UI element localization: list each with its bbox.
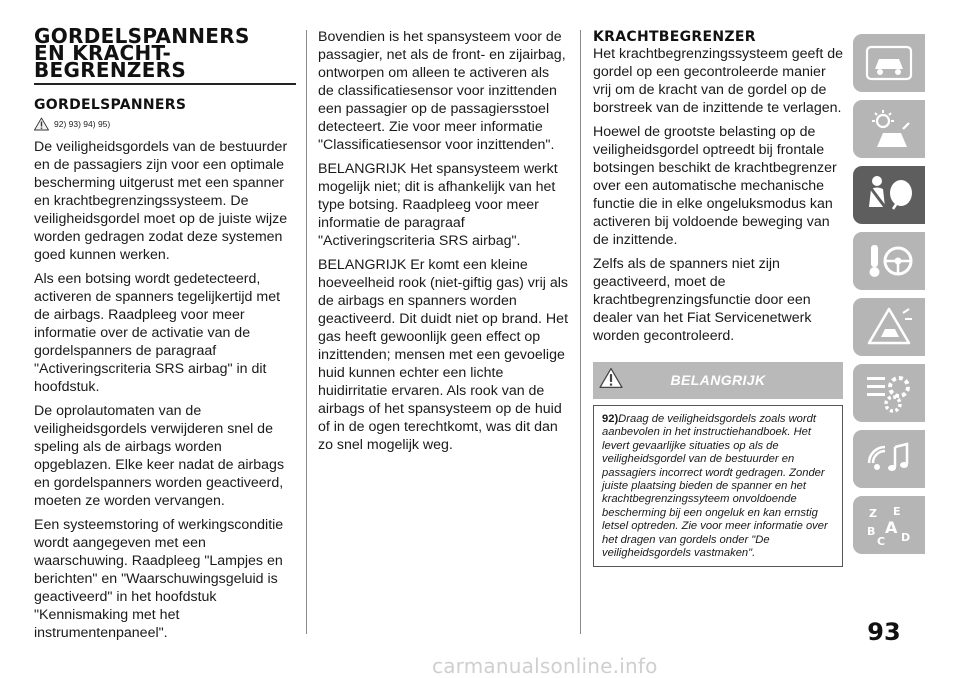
warning-label: BELANGRIJK (670, 372, 766, 388)
multimedia-icon (863, 437, 915, 481)
paragraph: Als een botsing wordt gedetecteerd, activeren de spanners tegelijkertijd met de airbags. Raadpleeg voor meer informatie over de activatie van de gordelspanners de paragraaf "Activeringscriteria SRS airbag" in dit hoofdstuk. (34, 271, 281, 395)
chapter-tabs (853, 34, 925, 562)
warning-lights-icon (863, 107, 915, 151)
warning-text (593, 405, 843, 567)
column-divider (580, 30, 581, 634)
column-3 (593, 28, 843, 567)
tab-alphabetical-index[interactable] (853, 496, 925, 554)
tab-car-dashboard[interactable] (853, 34, 925, 92)
paragraph: Hoewel de grootste belasting op de veiligheidsgordel optreedt bij frontale botsingen beschikt de krachtbegrenzer over een automatische mechanische functie die in elke ongeluksmodus kan activeren bij voldoende beweging van de inzittende. (593, 124, 837, 248)
section-title (34, 24, 296, 82)
tab-maintenance[interactable] (853, 364, 925, 422)
tab-roadside-emergency[interactable] (853, 298, 925, 356)
warning-body: Draag de veiligheidsgordels zoals wordt aanbevolen in het instructiehandboek. Het levert gevaarlijke situaties op als de veiligheidsgordel van de bestuurder en passagiers incorrect wordt gedragen. Zonder juiste plaatsing bieden de spanner en het krachtbegrenzingssyteem onvoldoende bescherming bij een ongeluk en kan ernstig letsel optreden. Zie voor meer informatie over het dragen van gordels onder "De veiligheidsgordels vastmaken". (602, 413, 828, 560)
svg-text:Z: Z (869, 507, 877, 520)
paragraph: BELANGRIJK Er komt een kleine hoeveelheid rook (niet-giftig gas) vrij als de airbags en spanners worden geactiveerd. Dit duidt niet op brand. Het gas heeft gewoonlijk geen effect op inzittenden; mensen met een gevoelige huid kunnen echter een lichte huidirritatie ervaren. Als rook van de airbags of het spansysteem op de huid of in de ogen terechtkomt, was dit dan zo snel mogelijk weg. (318, 257, 569, 453)
key-steering-icon (863, 239, 915, 283)
warning-ref: 92) (602, 413, 619, 425)
watermark: carmanualsonline.info (432, 654, 658, 678)
paragraph: Zelfs als de spanners niet zijn geactiveerd, moet de krachtbegrenzingsfunctie door een dealer van het Fiat Servicenetwerk worden gecontroleerd. (593, 256, 812, 344)
svg-text:A: A (885, 518, 898, 537)
tab-key-steering[interactable] (853, 232, 925, 290)
reference-numbers: 92) 93) 94) 95) (54, 119, 111, 129)
svg-text:B: B (867, 525, 876, 538)
title-divider (34, 83, 296, 85)
title-line: GORDELSPANNERS (34, 24, 250, 48)
warning-box (593, 362, 843, 567)
subsection-title: GORDELSPANNERS (34, 97, 187, 113)
paragraph: BELANGRIJK Het spansysteem werkt mogelijk niet; dit is afhankelijk van het type botsing. Raadpleeg voor meer informatie de paragraaf "Activeringscriteria SRS airbag". (318, 161, 558, 249)
title-line: EN KRACHT- (34, 41, 172, 65)
svg-text:C: C (877, 535, 886, 547)
title-line: BEGRENZERS (34, 58, 187, 82)
column-2 (318, 28, 568, 460)
warning-references (34, 117, 296, 131)
tab-seatbelt-airbag[interactable] (853, 166, 925, 224)
tab-warning-lights[interactable] (853, 100, 925, 158)
paragraph: Bovendien is het spansysteem voor de passagier, net als de front- en zijairbag, ontworpen om alleen te activeren als de classificatiesensor voor inzittenden een passagier op de passagiersstoel detecteert. Zie voor meer informatie "Classificatiesensor voor inzittenden". (318, 29, 566, 153)
page-number: 93 (867, 618, 901, 646)
column-1 (34, 24, 296, 648)
paragraph: De oprolautomaten van de veiligheidsgordels verwijderen snel de speling als de airbags worden opgeblazen. Elke keer nadat de airbags en gordelspanners worden geactiveerd, moeten ze worden vervangen. (34, 403, 285, 509)
seatbelt-airbag-icon (863, 173, 915, 217)
subsection-title: KRACHTBEGRENZER (593, 29, 756, 45)
warning-header (593, 362, 843, 399)
alphabetical-index-icon (863, 503, 915, 547)
svg-text:D: D (901, 531, 911, 544)
warning-triangle-icon (34, 117, 49, 131)
column-divider (306, 30, 307, 634)
paragraph: Het krachtbegrenzingssysteem geeft de gordel op een gecontroleerde manier vrij om de kracht van de gordel op de borstreek van de inzittende te verlagen. (593, 46, 843, 116)
roadside-emergency-icon (863, 305, 915, 349)
svg-text:E: E (893, 505, 901, 518)
maintenance-gears-icon (863, 371, 915, 415)
tab-multimedia[interactable] (853, 430, 925, 488)
paragraph: De veiligheidsgordels van de bestuurder en de passagiers zijn voor een optimale bescherming uitgerust met een spanner en krachtbegrenzingssysteem. De veiligheidsgordel moet op de juiste wijze worden gedragen zodat deze systemen goed kunnen werken. (34, 139, 288, 263)
paragraph: Een systeemstoring of werkingsconditie wordt aangegeven met een waarschuwing. Raadpleeg "Lampjes en berichten" en "Waarschuwingsgeluid is geactiveerd" in het hoofdstuk "Kennismaking met het instrumentenpaneel". (34, 517, 284, 641)
car-dashboard-icon (863, 41, 915, 85)
